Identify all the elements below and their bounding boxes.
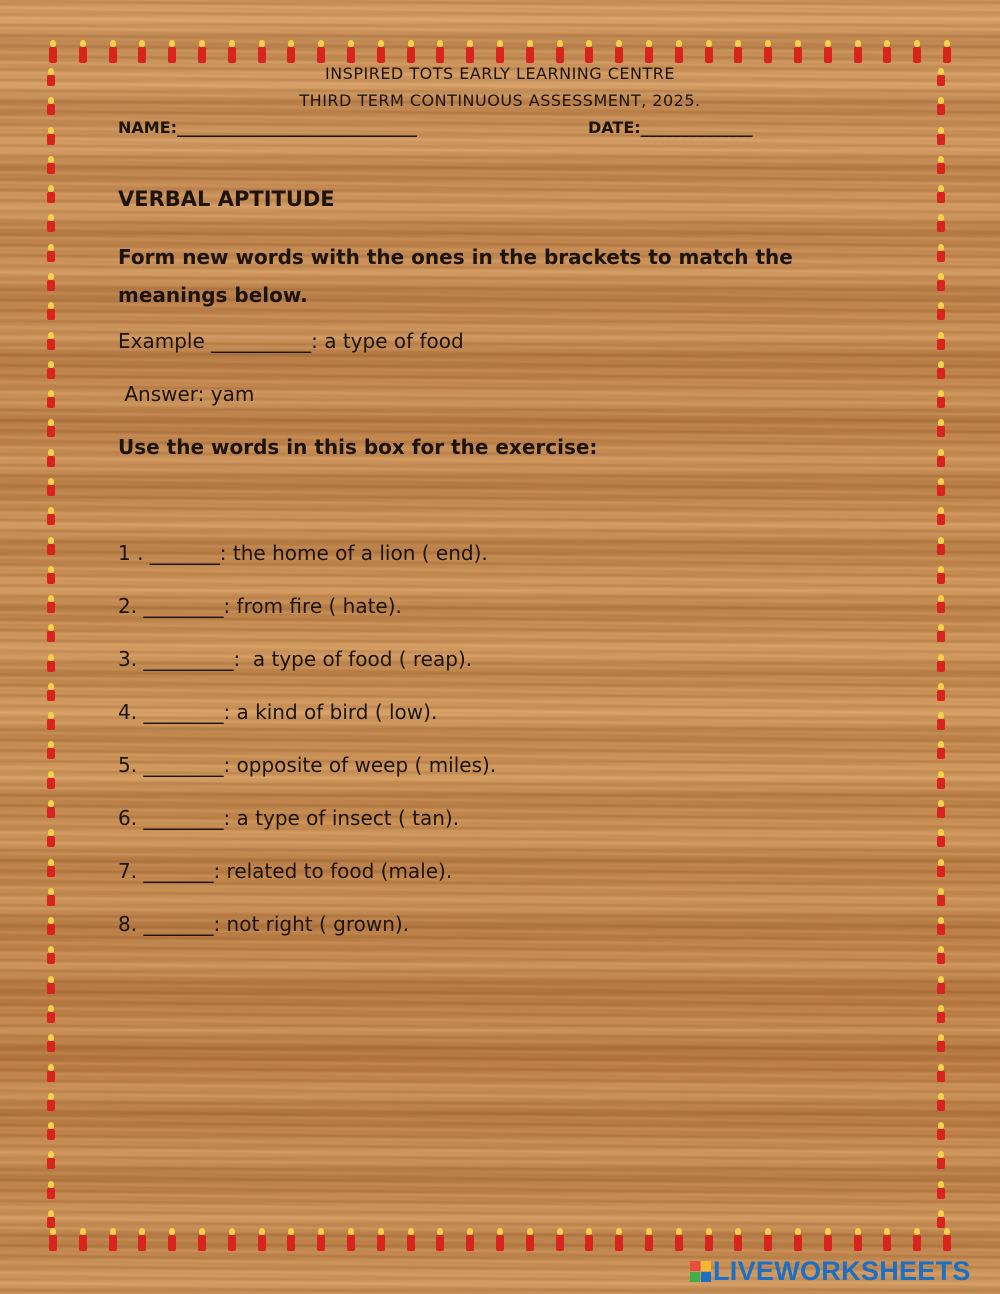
candle-icon [674, 1228, 684, 1252]
candle-icon [584, 40, 594, 64]
candle-icon [46, 976, 56, 994]
candle-icon [936, 888, 946, 906]
candle-icon [936, 244, 946, 262]
question-3[interactable]: 3. _________: a type of food ( reap). [118, 647, 473, 671]
candle-icon [257, 40, 267, 64]
candle-icon [942, 1228, 952, 1252]
candle-icon [46, 946, 56, 964]
candle-icon [853, 40, 863, 64]
candle-icon [46, 595, 56, 613]
candle-icon [644, 40, 654, 64]
candle-icon [46, 127, 56, 145]
candle-icon [936, 478, 946, 496]
candle-icon [316, 1228, 326, 1252]
candle-icon [46, 156, 56, 174]
question-5[interactable]: 5. ________: opposite of weep ( miles). [118, 753, 497, 777]
candle-icon [46, 1034, 56, 1052]
candle-icon [48, 40, 58, 64]
candle-icon [46, 1181, 56, 1199]
candle-icon [316, 40, 326, 64]
candle-icon [376, 1228, 386, 1252]
candle-icon [525, 1228, 535, 1252]
logo-square [701, 1272, 711, 1282]
candle-icon [46, 390, 56, 408]
word-box-prompt: Use the words in this box for the exercise: [118, 435, 598, 459]
candle-icon [227, 40, 237, 64]
candle-icon [936, 1064, 946, 1082]
candle-icon [936, 800, 946, 818]
candle-icon [936, 1151, 946, 1169]
candle-icon [936, 771, 946, 789]
candle-icon [936, 1181, 946, 1199]
candle-icon [137, 40, 147, 64]
candle-icon [435, 1228, 445, 1252]
candle-icon [936, 156, 946, 174]
candle-icon [46, 332, 56, 350]
candle-icon [197, 40, 207, 64]
candle-icon [936, 1034, 946, 1052]
candle-icon [823, 40, 833, 64]
candle-icon [46, 185, 56, 203]
assessment-title: THIRD TERM CONTINUOUS ASSESSMENT, 2025. [299, 91, 701, 110]
candle-icon [48, 1228, 58, 1252]
candle-icon [936, 449, 946, 467]
candle-icon [936, 185, 946, 203]
candle-icon [46, 1064, 56, 1082]
brand-name: LIVEWORKSHEETS [713, 1256, 971, 1286]
candle-icon [286, 40, 296, 64]
question-2[interactable]: 2. ________: from fire ( hate). [118, 594, 402, 618]
candle-icon [46, 361, 56, 379]
candle-icon [936, 537, 946, 555]
candle-icon [936, 566, 946, 584]
logo-square [690, 1261, 700, 1271]
liveworksheets-logo-icon [690, 1261, 711, 1282]
candle-icon [108, 1228, 118, 1252]
candle-icon [286, 1228, 296, 1252]
candle-icon [167, 1228, 177, 1252]
candle-icon [346, 40, 356, 64]
candle-icon [465, 40, 475, 64]
candle-icon [525, 40, 535, 64]
question-4[interactable]: 4. ________: a kind of bird ( low). [118, 700, 438, 724]
candle-icon [108, 40, 118, 64]
candle-icon [227, 1228, 237, 1252]
example-answer: Answer: yam [118, 382, 255, 406]
candle-icon [936, 1093, 946, 1111]
candle-icon [137, 1228, 147, 1252]
candle-icon [46, 859, 56, 877]
candle-icon [763, 1228, 773, 1252]
candle-icon [406, 1228, 416, 1252]
question-8[interactable]: 8. _______: not right ( grown). [118, 912, 410, 936]
candle-icon [46, 917, 56, 935]
candle-icon [936, 390, 946, 408]
candle-icon [555, 1228, 565, 1252]
candle-icon [46, 1210, 56, 1228]
candle-icon [46, 449, 56, 467]
candle-icon [936, 1005, 946, 1023]
candle-icon [46, 771, 56, 789]
candle-icon [936, 976, 946, 994]
candle-icon [46, 566, 56, 584]
candle-icon [46, 244, 56, 262]
candle-icon [465, 1228, 475, 1252]
question-7[interactable]: 7. _______: related to food (male). [118, 859, 453, 883]
candle-icon [46, 741, 56, 759]
candle-icon [46, 214, 56, 232]
candle-icon [46, 624, 56, 642]
candle-icon [936, 741, 946, 759]
candle-icon [614, 40, 624, 64]
candle-border-top [48, 40, 952, 66]
candle-icon [936, 946, 946, 964]
candle-icon [936, 214, 946, 232]
candle-icon [495, 1228, 505, 1252]
candle-icon [78, 40, 88, 64]
candle-icon [936, 419, 946, 437]
candle-icon [936, 302, 946, 320]
candle-icon [733, 40, 743, 64]
candle-icon [406, 40, 416, 64]
candle-icon [46, 302, 56, 320]
candle-icon [46, 1122, 56, 1140]
candle-icon [495, 40, 505, 64]
candle-icon [936, 361, 946, 379]
candle-icon [704, 1228, 714, 1252]
candle-icon [942, 40, 952, 64]
candle-icon [46, 712, 56, 730]
liveworksheets-brand[interactable] [690, 1256, 971, 1287]
candle-icon [584, 1228, 594, 1252]
candle-icon [46, 507, 56, 525]
candle-icon [46, 478, 56, 496]
candle-icon [197, 1228, 207, 1252]
example-line: Example __________: a type of food [118, 329, 464, 353]
candle-icon [167, 40, 177, 64]
candle-icon [46, 1093, 56, 1111]
candle-icon [78, 1228, 88, 1252]
candle-icon [823, 1228, 833, 1252]
candle-icon [46, 829, 56, 847]
candle-border-left [46, 68, 64, 1228]
candle-icon [46, 683, 56, 701]
candle-icon [46, 537, 56, 555]
instruction-text: Form new words with the ones in the brackets to match the meanings below. [118, 245, 793, 307]
candle-icon [882, 1228, 892, 1252]
candle-icon [46, 1005, 56, 1023]
candle-icon [882, 40, 892, 64]
candle-icon [763, 40, 773, 64]
candle-icon [555, 40, 565, 64]
candle-icon [936, 332, 946, 350]
candle-icon [674, 40, 684, 64]
candle-border-bottom [48, 1228, 952, 1254]
candle-icon [614, 1228, 624, 1252]
logo-square [701, 1261, 711, 1271]
candle-icon [936, 859, 946, 877]
candle-icon [936, 1122, 946, 1140]
candle-icon [46, 419, 56, 437]
candle-icon [936, 507, 946, 525]
candle-icon [46, 1151, 56, 1169]
candle-icon [435, 40, 445, 64]
candle-icon [936, 1210, 946, 1228]
candle-icon [936, 595, 946, 613]
candle-icon [793, 40, 803, 64]
candle-icon [46, 273, 56, 291]
name-field[interactable]: NAME:______________________________ [118, 118, 418, 137]
logo-square [690, 1272, 700, 1282]
candle-icon [936, 654, 946, 672]
candle-border-right [936, 68, 954, 1228]
candle-icon [46, 654, 56, 672]
candle-icon [936, 917, 946, 935]
candle-icon [936, 683, 946, 701]
candle-icon [793, 1228, 803, 1252]
candle-icon [704, 40, 714, 64]
candle-icon [936, 712, 946, 730]
question-6[interactable]: 6. ________: a type of insect ( tan). [118, 806, 460, 830]
candle-icon [936, 624, 946, 642]
candle-icon [912, 1228, 922, 1252]
candle-icon [936, 273, 946, 291]
school-name: INSPIRED TOTS EARLY LEARNING CENTRE [324, 64, 676, 83]
candle-icon [733, 1228, 743, 1252]
candle-icon [376, 40, 386, 64]
question-1[interactable]: 1 . _______: the home of a lion ( end). [118, 541, 488, 565]
candle-icon [46, 888, 56, 906]
section-title: VERBAL APTITUDE [118, 187, 335, 211]
candle-icon [644, 1228, 654, 1252]
date-field[interactable]: DATE:______________ [588, 118, 753, 137]
candle-icon [853, 1228, 863, 1252]
candle-icon [936, 829, 946, 847]
candle-icon [346, 1228, 356, 1252]
candle-icon [257, 1228, 267, 1252]
candle-icon [912, 40, 922, 64]
candle-icon [46, 800, 56, 818]
candle-icon [936, 127, 946, 145]
